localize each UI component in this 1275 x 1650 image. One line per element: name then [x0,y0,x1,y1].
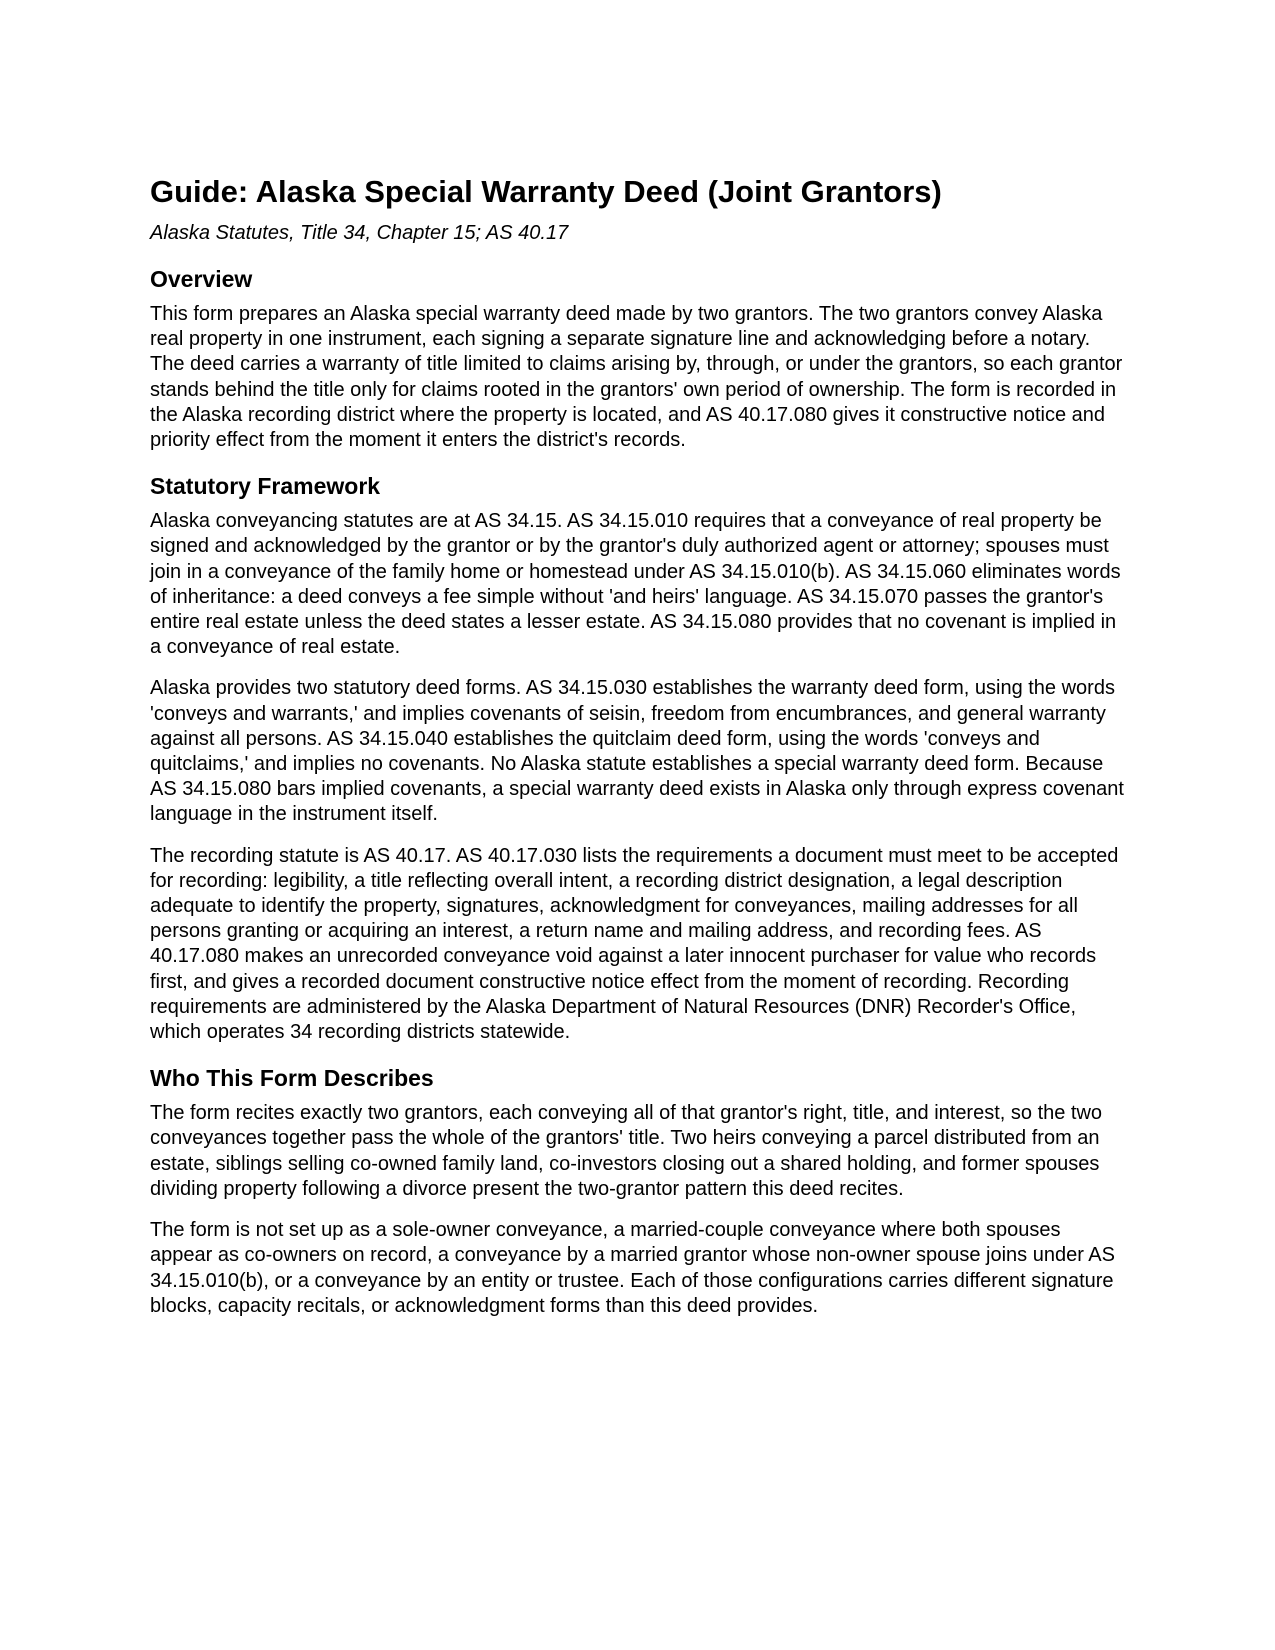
paragraph: This form prepares an Alaska special warranty deed made by two grantors. The two grantors convey Alaska real property in one instrument, each signing a separate signature line and acknowledging before a notary. The deed carries a warranty of title limited to claims arising by, through, or under the grantors, so each grantor stands behind the title only for claims rooted in the grantors' own period of ownership. The form is recorded in the Alaska recording district where the property is located, and AS 40.17.080 gives it constructive notice and priority effect from the moment it enters the district's records. [150,303,1123,452]
section-heading: Overview [150,266,253,292]
paragraph: The recording statute is AS 40.17. AS 40.17.030 lists the requirements a document must meet to be accepted for recording: legibility, a title reflecting overall intent, a recording district designation, a legal description adequate to identify the property, signatures, acknowledgment for conveyances, mailing addresses for all persons granting or acquiring an interest, a return name and mailing address, and recording fees. AS 40.17.080 makes an unrecorded conveyance void against a later innocent purchaser for value who records first, and gives a recorded document constructive notice effect from the moment of recording. Recording requirements are administered by the Alaska Department of Natural Resources (DNR) Recorder's Office, which operates 34 recording districts statewide. [150,844,1119,1044]
section-who-this-form-describes [150,1063,1125,1319]
section-heading: Who This Form Describes [150,1065,434,1092]
document-subtitle: Alaska Statutes, Title 34, Chapter 15; AS 40.17 [150,222,569,244]
section-statutory-framework [150,471,1125,1045]
paragraph: Alaska provides two statutory deed forms. AS 34.15.030 establishes the warranty deed form, using the words 'conveys and warrants,' and implies covenants of seisin, freedom from encumbrances, and general warranty against all persons. AS 34.15.040 establishes the quitclaim deed form, using the words 'conveys and quitclaims,' and implies no covenants. No Alaska statute establishes a special warranty deed form. Because AS 34.15.080 bars implied covenants, a special warranty deed exists in Alaska only through express covenant language in the instrument itself. [150,677,1124,826]
document-title: Guide: Alaska Special Warranty Deed (Joint Grantors) [150,174,942,209]
paragraph: The form is not set up as a sole-owner conveyance, a married-couple conveyance where both spouses appear as co-owners on record, a conveyance by a married grantor whose non-owner spouse joins under AS 34.15.010(b), or a conveyance by an entity or trustee. Each of those configurations carries different signature blocks, capacity recitals, or acknowledgment forms than this deed provides. [150,1219,1115,1317]
paragraph: The form recites exactly two grantors, each conveying all of that grantor's right, title, and interest, so the two conveyances together pass the whole of the grantors' title. Two heirs conveying a parcel distributed from an estate, siblings selling co-owned family land, co-investors closing out a shared holding, and former spouses dividing property following a divorce present the two-grantor pattern this deed recites. [150,1102,1103,1200]
section-heading: Statutory Framework [150,473,381,500]
section-overview [150,264,1125,453]
paragraph: Alaska conveyancing statutes are at AS 34.15. AS 34.15.010 requires that a conveyance of real property be signed and acknowledged by the grantor or by the grantor's duly authorized agent or attorney; spouses must join in a conveyance of the family home or homestead under AS 34.15.010(b). AS 34.15.060 eliminates words of inheritance: a deed conveys a fee simple without 'and heirs' language. AS 34.15.070 passes the grantor's entire real estate unless the deed states a lesser estate. AS 34.15.080 provides that no covenant is implied in a conveyance of real estate. [150,510,1121,659]
